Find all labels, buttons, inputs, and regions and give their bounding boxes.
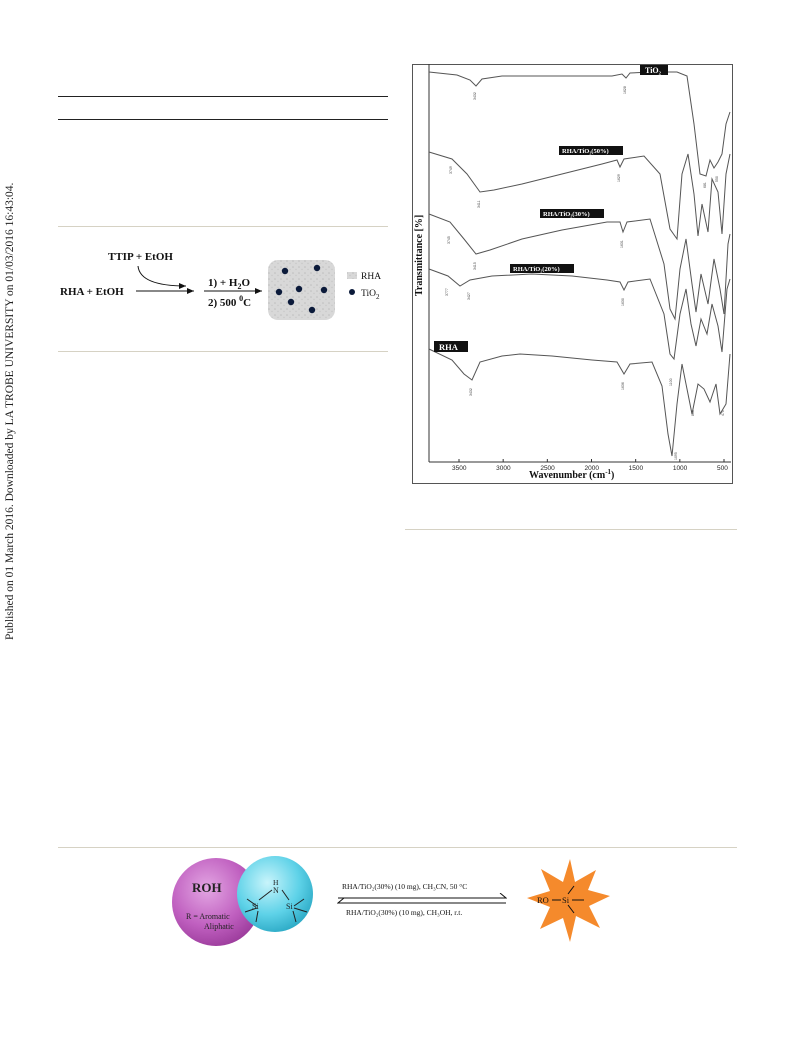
- peak-annotation: 3427: [467, 292, 471, 300]
- r-definition-1: R = Aromatic: [186, 912, 230, 921]
- tio2-dot: [296, 286, 302, 292]
- peak-annotation: 1100: [669, 378, 673, 386]
- scheme1-preparation: [58, 230, 393, 348]
- tio2-dot: [314, 265, 320, 271]
- step-2-label: 2) 500 $^0$C: [208, 294, 252, 309]
- x-tick-label: 1000: [672, 465, 688, 472]
- spectrum-tio2: [429, 72, 730, 176]
- peak-annotation: 1636: [621, 382, 625, 390]
- tio2-dot: [276, 289, 282, 295]
- table-header-rule: [58, 119, 388, 120]
- hmds-n: N: [273, 886, 279, 895]
- curved-arrow: [138, 266, 186, 286]
- label-rha-tio2-20: RHA/TiO₂(20%): [513, 266, 560, 273]
- peak-annotation: 3749: [449, 166, 453, 174]
- x-tick-label: 2500: [540, 465, 555, 472]
- reverse-conditions: RHA/TiO₂(30%) (10 mg), CH₃OH, r.t.: [346, 908, 463, 917]
- scheme2-silylation: [170, 856, 620, 952]
- peak-annotation: 3432: [473, 92, 477, 100]
- peak-annotation: 3415: [473, 262, 477, 270]
- spectrum-rha: [429, 349, 730, 456]
- x-tick-label: 3000: [496, 465, 511, 472]
- peak-annotation: 1628: [623, 86, 627, 94]
- download-watermark: Published on 01 March 2016. Downloaded by LA TROBE UNIVERSITY on 01/03/2016 16:43:04.: [4, 182, 16, 640]
- label-rha-tio2-30: RHA/TiO₂(30%): [543, 211, 590, 218]
- spectrum-rha-tio2-20: [429, 269, 730, 359]
- scheme2-top-rule: [58, 847, 737, 848]
- x-axis-label: Wavenumber $(cm^{-1})$: [529, 468, 615, 481]
- x-tick-label: 1500: [628, 465, 644, 472]
- hmds-si-left: Si: [252, 902, 259, 911]
- y-axis-label: Transmittance [%]: [414, 214, 425, 296]
- tio2-dot: [282, 268, 288, 274]
- product-ro: RO: [537, 895, 549, 905]
- scheme1-bottom-rule: [58, 351, 388, 352]
- reactants-rha-etoh: RHA + EtOH: [60, 286, 124, 298]
- tio2-dot: [309, 307, 315, 313]
- ftir-spectra: [412, 64, 731, 482]
- peak-annotation: 3411: [477, 200, 481, 208]
- peak-annotation: 470: [721, 410, 725, 416]
- peak-annotation: 1629: [617, 174, 621, 182]
- peak-annotation: 1095: [674, 452, 678, 460]
- label-tio2: TiO₂: [645, 66, 662, 75]
- spectrum-rha-tio2-50: [429, 152, 730, 239]
- peak-annotation: 800: [691, 410, 695, 416]
- forward-conditions: RHA/TiO₂(30%) (10 mg), CH₃CN, 50 °C: [342, 882, 468, 891]
- reagent-ttip-etoh: TTIP + EtOH: [108, 251, 173, 263]
- label-rha-tio2-50: RHA/TiO₂(50%): [562, 148, 609, 155]
- x-tick-label: 2000: [584, 465, 599, 472]
- peak-annotation: 1630: [621, 298, 625, 306]
- legend-tio2-label: TiO$_2$: [361, 289, 380, 301]
- peak-annotation: 3432: [469, 388, 473, 396]
- peak-annotation: 3745: [447, 236, 451, 244]
- legend-rha-swatch: [347, 272, 357, 279]
- scheme1-top-rule: [58, 226, 388, 227]
- x-tick-label: 3500: [452, 465, 467, 472]
- figure-bottom-rule: [405, 529, 737, 530]
- table-top-rule: [58, 96, 388, 97]
- legend-rha-label: RHA: [361, 272, 382, 282]
- peak-annotation: 3777: [445, 288, 449, 296]
- peak-annotation: 550: [715, 176, 719, 182]
- tio2-dot: [288, 299, 294, 305]
- tio2-dot: [321, 287, 327, 293]
- peak-annotation: 1631: [620, 240, 624, 248]
- peak-annotation: 681: [703, 182, 707, 188]
- r-definition-2: Aliphatic: [204, 922, 234, 931]
- legend-tio2-dot: [349, 289, 355, 295]
- step-1-label: $1) + H_2O$: [208, 277, 251, 291]
- product-si: Si: [562, 895, 570, 905]
- x-tick-label: 500: [717, 465, 728, 472]
- hmds-h: H: [273, 878, 279, 887]
- roh-label: ROH: [192, 880, 222, 895]
- hmds-si-right: Si: [286, 902, 293, 911]
- label-rha: RHA: [439, 342, 458, 352]
